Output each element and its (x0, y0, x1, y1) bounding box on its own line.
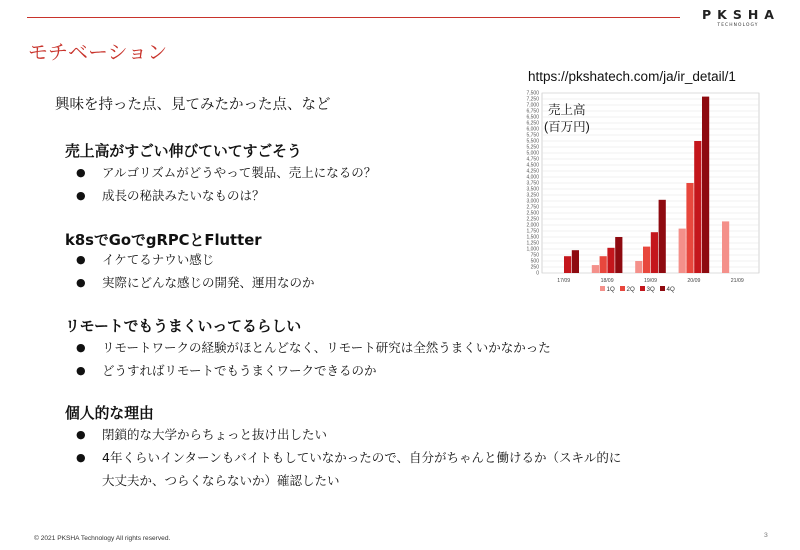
bullet-text: イケてるナウい感じ (102, 252, 215, 267)
y-tick-label: 0 (536, 270, 539, 277)
y-tick-label: 7,250 (526, 96, 539, 103)
bullet-text: 成長の秘訣みたいなものは？ (102, 188, 265, 203)
bullet-dot: ● (76, 364, 86, 377)
y-tick-label: 5,750 (526, 132, 539, 139)
bullet-text: どうすればリモートでもうまくワークできるのか (102, 363, 377, 378)
bar-3q (694, 141, 701, 273)
legend-swatch (620, 286, 625, 291)
x-tick-label: 18/09 (600, 278, 614, 284)
slide-title: モチベーション (28, 40, 168, 64)
y-tick-label: 4,500 (526, 162, 539, 169)
legend-label: 4Q (666, 286, 675, 293)
bar-4q (659, 200, 666, 273)
x-tick-label: 21/09 (730, 278, 744, 284)
source-url: https://pkshatech.com/ja/ir_detail/1 (528, 69, 736, 84)
y-tick-label: 6,000 (526, 126, 539, 133)
y-tick-label: 3,750 (526, 180, 539, 187)
bullet-dot: ● (76, 166, 86, 179)
bar-4q (615, 237, 622, 273)
y-tick-label: 750 (530, 252, 539, 259)
y-tick-label: 5,500 (526, 138, 539, 145)
legend-swatch (600, 286, 605, 291)
x-tick-label: 17/09 (557, 278, 571, 284)
list-item (65, 359, 551, 382)
bullet-text: アルゴリズムがどうやって製品、売上になるの？ (102, 165, 377, 180)
bullet-text: 4年くらいインターンもバイトもしていなかったので、自分がちゃんと働けるか（スキル的に (102, 450, 622, 465)
list-item (65, 336, 551, 359)
bar-4q (702, 97, 709, 273)
list-item (65, 446, 621, 469)
bullet-dot: ● (76, 276, 86, 289)
bar-2q (686, 183, 693, 273)
bullet-list (65, 248, 315, 294)
chart-title: 売上高 (548, 103, 586, 117)
list-item (65, 423, 621, 446)
bullet-dot: ● (76, 253, 86, 266)
y-tick-label: 1,750 (526, 228, 539, 235)
bar-1q (635, 261, 642, 273)
section-heading: 個人的な理由 (65, 405, 154, 422)
logo-text: PKSHA (702, 7, 780, 22)
y-tick-label: 4,000 (526, 174, 539, 181)
bar-3q (651, 232, 658, 273)
y-tick-label: 6,250 (526, 120, 539, 127)
legend-label: 2Q (626, 286, 635, 293)
section-heading: 売上高がすごい伸びていてすごそう (65, 143, 302, 160)
y-tick-label: 250 (530, 264, 539, 271)
y-tick-label: 2,750 (526, 204, 539, 211)
bullet-dot: ● (76, 341, 86, 354)
y-tick-label: 1,500 (526, 234, 539, 241)
company-logo (698, 7, 778, 28)
section-heading: k8sでGoでgRPCとFlutter (65, 232, 262, 249)
x-tick-label: 20/09 (687, 278, 701, 284)
bullet-list (65, 336, 551, 382)
bar-1q (722, 221, 729, 273)
bullet-list (65, 423, 621, 492)
bar-3q (564, 256, 571, 273)
bar-1q (592, 265, 599, 273)
y-tick-label: 4,750 (526, 156, 539, 163)
list-item (65, 271, 315, 294)
y-tick-label: 3,250 (526, 192, 539, 199)
y-tick-label: 3,500 (526, 186, 539, 193)
legend-label: 3Q (646, 286, 655, 293)
bullet-text: 閉鎖的な大学からちょっと抜け出したい (102, 427, 328, 442)
bullet-list (65, 161, 376, 207)
list-item (65, 184, 376, 207)
y-tick-label: 6,500 (526, 114, 539, 121)
y-tick-label: 2,250 (526, 216, 539, 223)
y-tick-label: 3,000 (526, 198, 539, 205)
legend-swatch (640, 286, 645, 291)
bar-2q (643, 247, 650, 273)
footer-copyright: © 2021 PKSHA Technology All rights reserved. (34, 535, 171, 542)
section-heading: リモートでもうまくいってるらしい (65, 318, 302, 335)
y-tick-label: 4,250 (526, 168, 539, 175)
page-number: 3 (764, 532, 768, 539)
y-tick-label: 1,250 (526, 240, 539, 247)
list-item (65, 248, 315, 271)
bullet-text: 実際にどんな感じの開発、運用なのか (102, 275, 315, 290)
chart-subtitle: (百万円) (544, 120, 590, 134)
legend-label: 1Q (606, 286, 615, 293)
logo-subtext: TECHNOLOGY (717, 23, 759, 28)
bullet-dot: ● (76, 451, 86, 464)
bullet-dot: ● (76, 428, 86, 441)
bar-1q (679, 229, 686, 273)
revenue-chart-svg (505, 88, 765, 303)
bar-2q (600, 256, 607, 273)
list-item (65, 161, 376, 184)
bullet-text: リモートワークの経験がほとんどなく、リモート研究は全然うまくいかなかった (102, 340, 551, 355)
y-tick-label: 6,750 (526, 108, 539, 115)
y-tick-label: 1,000 (526, 246, 539, 253)
legend-swatch (660, 286, 665, 291)
y-tick-label: 7,500 (526, 90, 539, 97)
list-item-continuation: 大丈夫か、つらくならないか）確認したい (102, 473, 340, 488)
y-tick-label: 5,000 (526, 150, 539, 157)
x-tick-label: 19/09 (644, 278, 657, 284)
y-tick-label: 5,250 (526, 144, 539, 151)
bar-4q (572, 250, 579, 273)
header-rule (27, 17, 680, 18)
y-tick-label: 2,000 (526, 222, 539, 229)
bar-3q (607, 248, 614, 273)
y-tick-label: 2,500 (526, 210, 539, 217)
intro-text: 興味を持った点、見てみたかった点、など (55, 97, 331, 113)
bullet-dot: ● (76, 189, 86, 202)
y-tick-label: 7,000 (526, 102, 539, 109)
y-tick-label: 500 (530, 258, 539, 265)
revenue-chart (505, 88, 765, 303)
